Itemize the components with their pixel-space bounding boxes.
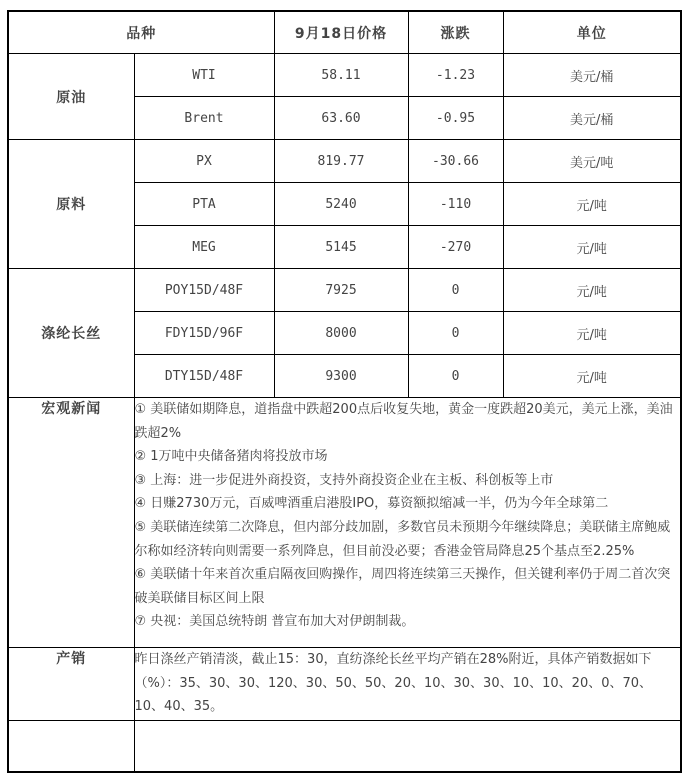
item-unit: 美元/桶 bbox=[503, 97, 681, 140]
item-unit: 元/吨 bbox=[503, 269, 681, 312]
item-price: 7925 bbox=[274, 269, 408, 312]
item-name: DTY15D/48F bbox=[134, 355, 274, 398]
category-crude-oil: 原油 bbox=[8, 54, 134, 140]
news-item: ③ 上海：进一步促进外商投资，支持外商投资企业在主板、科创板等上市 bbox=[134, 472, 554, 488]
header-unit: 单位 bbox=[503, 11, 681, 54]
item-price: 5145 bbox=[274, 226, 408, 269]
item-price: 58.11 bbox=[274, 54, 408, 97]
item-unit: 元/吨 bbox=[503, 183, 681, 226]
partial-row bbox=[8, 721, 681, 773]
item-name: MEG bbox=[134, 226, 274, 269]
item-name: FDY15D/96F bbox=[134, 312, 274, 355]
item-name: Brent bbox=[134, 97, 274, 140]
item-name: WTI bbox=[134, 54, 274, 97]
item-change: -30.66 bbox=[408, 140, 503, 183]
item-price: 9300 bbox=[274, 355, 408, 398]
item-change: -0.95 bbox=[408, 97, 503, 140]
empty-cell bbox=[134, 721, 681, 773]
item-change: 0 bbox=[408, 355, 503, 398]
news-item: ① 美联储如期降息，道指盘中跌超200点后收复失地，黄金一度跌超20美元，美元上涨，美油跌超2% bbox=[134, 402, 673, 441]
item-change: 0 bbox=[408, 269, 503, 312]
table-row bbox=[8, 269, 681, 312]
category-production-sales: 产销 bbox=[8, 648, 134, 721]
category-raw-material: 原料 bbox=[8, 140, 134, 269]
header-price-date: 9月18日价格 bbox=[274, 11, 408, 54]
item-unit: 元/吨 bbox=[503, 312, 681, 355]
item-unit: 元/吨 bbox=[503, 355, 681, 398]
item-price: 63.60 bbox=[274, 97, 408, 140]
item-name: PX bbox=[134, 140, 274, 183]
table-row bbox=[8, 54, 681, 97]
news-item: ② 1万吨中央储备猪肉将投放市场 bbox=[134, 449, 328, 465]
item-name: POY15D/48F bbox=[134, 269, 274, 312]
production-sales-content bbox=[134, 648, 681, 721]
item-unit: 元/吨 bbox=[503, 226, 681, 269]
commodity-price-table bbox=[7, 10, 682, 773]
header-variety: 品种 bbox=[8, 11, 274, 54]
item-change: -1.23 bbox=[408, 54, 503, 97]
macro-news-row bbox=[8, 398, 681, 648]
item-price: 819.77 bbox=[274, 140, 408, 183]
item-price: 8000 bbox=[274, 312, 408, 355]
news-item: ⑥ 美联储十年来首次重启隔夜回购操作，周四将连续第三天操作，但关键利率仍于周二首次突破美联储目标区间上限 bbox=[134, 567, 671, 606]
header-change: 涨跌 bbox=[408, 11, 503, 54]
item-unit: 美元/桶 bbox=[503, 54, 681, 97]
category-polyester-filament: 涤纶长丝 bbox=[8, 269, 134, 398]
macro-news-content bbox=[134, 398, 681, 648]
item-change: -110 bbox=[408, 183, 503, 226]
production-sales-text: 昨日涤丝产销清淡，截止15：30，直纺涤纶长丝平均产销在28%附近，具体产销数据如下（%）：35、30、30、120、30、50、50、20、10、30、30、10、10、20、0、70、10、40、35。 bbox=[134, 652, 653, 715]
news-item: ④ 日赚2730万元，百威啤酒重启港股IPO，募资额拟缩减一半，仍为今年全球第二 bbox=[134, 496, 609, 512]
empty-cell bbox=[8, 721, 134, 773]
item-unit: 美元/吨 bbox=[503, 140, 681, 183]
item-change: 0 bbox=[408, 312, 503, 355]
production-sales-row bbox=[8, 648, 681, 721]
news-item: ⑤ 美联储连续第二次降息，但内部分歧加剧，多数官员未预期今年继续降息；美联储主席鲍威尔称如经济转向则需要一系列降息，但目前没必要；香港金管局降息25个基点至2.25% bbox=[134, 519, 671, 559]
item-name: PTA bbox=[134, 183, 274, 226]
category-macro-news: 宏观新闻 bbox=[8, 398, 134, 648]
header-row bbox=[8, 11, 681, 54]
table-row bbox=[8, 140, 681, 183]
item-price: 5240 bbox=[274, 183, 408, 226]
news-item: ⑦ 央视：美国总统特朗 普宣布加大对伊朗制裁。 bbox=[134, 614, 415, 630]
item-change: -270 bbox=[408, 226, 503, 269]
